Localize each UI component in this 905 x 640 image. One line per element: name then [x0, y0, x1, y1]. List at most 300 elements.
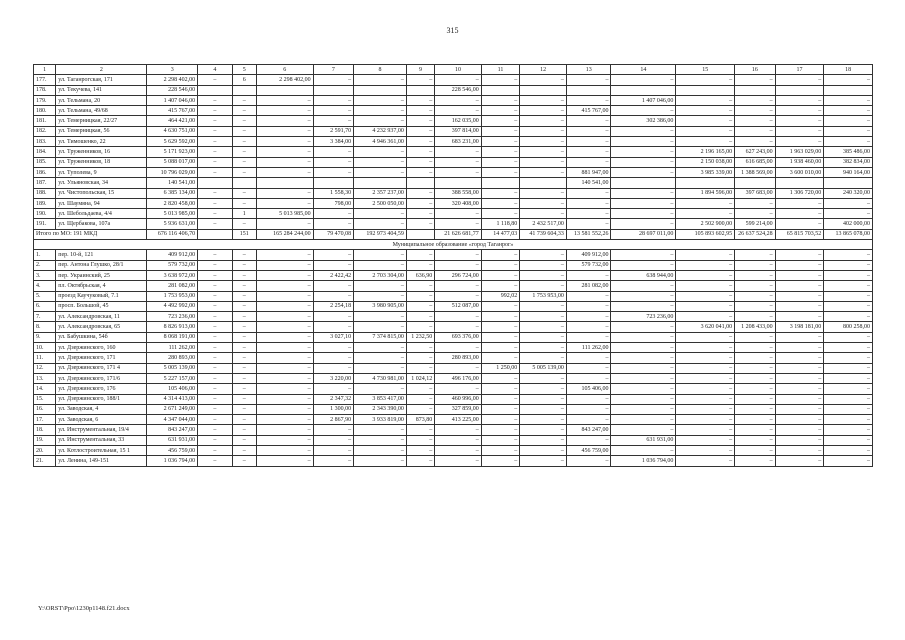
table-cell: –	[481, 188, 520, 198]
table-cell: –	[354, 116, 407, 126]
table-cell: –	[313, 291, 354, 301]
table-cell: –	[676, 404, 735, 414]
table-cell: 190.	[34, 209, 56, 219]
table-cell: –	[611, 219, 676, 229]
table-cell: –	[406, 425, 434, 435]
table-cell: 1 036 794,00	[611, 456, 676, 466]
table-cell: –	[232, 394, 256, 404]
table-cell: –	[354, 363, 407, 373]
table-cell	[406, 178, 434, 188]
table-cell: –	[354, 384, 407, 394]
table-cell: –	[232, 126, 256, 136]
table-cell: –	[481, 353, 520, 363]
table-cell: 3 853 417,00	[354, 394, 407, 404]
table-cell: 631 931,00	[611, 435, 676, 445]
table-cell: –	[676, 425, 735, 435]
table-cell: –	[775, 445, 824, 455]
table-cell: –	[354, 343, 407, 353]
table-cell: –	[256, 126, 313, 136]
table-cell: –	[354, 312, 407, 322]
table-cell	[824, 85, 873, 95]
table-cell: –	[481, 137, 520, 147]
table-row	[34, 209, 873, 219]
table-cell: –	[676, 312, 735, 322]
table-cell: –	[676, 394, 735, 404]
table-cell: –	[313, 209, 354, 219]
table-cell: –	[481, 95, 520, 105]
table-cell: –	[256, 445, 313, 455]
table-cell: –	[520, 147, 567, 157]
table-cell: –	[824, 209, 873, 219]
table-cell: –	[611, 353, 676, 363]
table-cell: –	[435, 75, 482, 85]
table-cell: –	[611, 384, 676, 394]
table-row	[34, 384, 873, 394]
table-row	[34, 147, 873, 157]
table-cell: 409 912,00	[566, 250, 611, 260]
table-cell: –	[198, 291, 232, 301]
table-cell: –	[406, 250, 434, 260]
table-cell: 3 933 819,00	[354, 415, 407, 425]
table-cell: –	[354, 167, 407, 177]
table-cell: 683 231,00	[435, 137, 482, 147]
table-cell: 402 000,00	[824, 219, 873, 229]
table-cell: 15	[676, 65, 735, 75]
table-cell: –	[354, 456, 407, 466]
table-cell: –	[313, 312, 354, 322]
table-cell: 4 730 981,00	[354, 373, 407, 383]
table-cell: –	[256, 137, 313, 147]
table-cell: –	[198, 219, 232, 229]
table-cell: 183.	[34, 137, 56, 147]
table-cell: –	[824, 435, 873, 445]
table-cell: –	[435, 435, 482, 445]
table-cell: –	[520, 425, 567, 435]
table-cell: ул. Темерницкая, 56	[56, 126, 147, 136]
table-cell: 179.	[34, 95, 56, 105]
table-cell: 228 546,00	[147, 85, 198, 95]
table-cell: –	[406, 157, 434, 167]
table-cell: 9	[406, 65, 434, 75]
table-cell: –	[354, 250, 407, 260]
table-cell: –	[611, 445, 676, 455]
table-cell: 4 492 992,00	[147, 301, 198, 311]
table-cell: –	[520, 384, 567, 394]
table-cell: ул. Дзержинского, 171/6	[56, 373, 147, 383]
table-cell: –	[611, 291, 676, 301]
table-cell: –	[232, 250, 256, 260]
table-cell: –	[775, 332, 824, 342]
table-cell: 14 477,03	[481, 229, 520, 239]
table-cell: 18.	[34, 425, 56, 435]
table-cell: 186.	[34, 167, 56, 177]
table-cell: 184.	[34, 147, 56, 157]
table-cell: –	[256, 301, 313, 311]
table-cell: 302 386,00	[611, 116, 676, 126]
table-cell: 1	[34, 65, 56, 75]
table-cell: –	[735, 363, 776, 373]
table-cell: –	[313, 445, 354, 455]
table-cell: 385 486,00	[824, 147, 873, 157]
table-cell: 5 936 631,00	[147, 219, 198, 229]
table-row	[34, 116, 873, 126]
table-cell: –	[775, 343, 824, 353]
table-cell: 3 985 339,00	[676, 167, 735, 177]
table-cell: 240 320,00	[824, 188, 873, 198]
table-cell: –	[566, 198, 611, 208]
table-cell: 4	[198, 65, 232, 75]
table-cell: 26 637 524,28	[735, 229, 776, 239]
table-cell: 2 422,42	[313, 270, 354, 280]
table-cell: –	[676, 137, 735, 147]
table-cell: –	[406, 106, 434, 116]
table-cell: –	[520, 106, 567, 116]
table-cell: –	[611, 394, 676, 404]
table-cell: –	[481, 456, 520, 466]
table-row	[34, 332, 873, 342]
table-cell: –	[520, 95, 567, 105]
table-cell: –	[824, 198, 873, 208]
table-cell: –	[406, 75, 434, 85]
table-cell: –	[198, 312, 232, 322]
table-cell: –	[566, 435, 611, 445]
table-cell: –	[481, 425, 520, 435]
table-cell: –	[406, 126, 434, 136]
table-cell: –	[735, 106, 776, 116]
table-cell: 281 082,00	[147, 281, 198, 291]
table-cell: 456 759,00	[566, 445, 611, 455]
table-cell: –	[198, 281, 232, 291]
table-cell: –	[198, 137, 232, 147]
table-cell: –	[481, 373, 520, 383]
table-cell: 464 421,00	[147, 116, 198, 126]
table-cell: –	[354, 281, 407, 291]
table-cell: –	[676, 435, 735, 445]
table-cell: –	[566, 147, 611, 157]
table-cell: 512 087,00	[435, 301, 482, 311]
table-cell: –	[735, 373, 776, 383]
table-cell: –	[611, 425, 676, 435]
table-cell: 5 171 923,00	[147, 147, 198, 157]
table-cell: –	[256, 425, 313, 435]
table-cell: ул. Дзержинского, 171 4	[56, 363, 147, 373]
table-cell: 693 376,00	[435, 332, 482, 342]
table-cell: 188.	[34, 188, 56, 198]
table-cell	[256, 178, 313, 188]
table-cell: –	[232, 260, 256, 270]
table-cell: 10	[435, 65, 482, 75]
table-cell: –	[735, 95, 776, 105]
table-cell: –	[566, 209, 611, 219]
table-cell: 151	[232, 229, 256, 239]
table-cell: 5 005 139,00	[147, 363, 198, 373]
table-cell: –	[676, 353, 735, 363]
table-cell: –	[676, 126, 735, 136]
table-cell: 8.	[34, 322, 56, 332]
table-cell: –	[566, 456, 611, 466]
table-row	[34, 260, 873, 270]
table-cell: –	[611, 106, 676, 116]
table-cell: 105 893 602,95	[676, 229, 735, 239]
table-cell: –	[354, 445, 407, 455]
table-row	[34, 250, 873, 260]
table-cell: –	[256, 435, 313, 445]
table-cell: –	[775, 435, 824, 445]
table-cell	[775, 178, 824, 188]
table-cell: 296 724,00	[435, 270, 482, 280]
table-cell: 3 198 181,00	[775, 322, 824, 332]
table-cell: –	[313, 363, 354, 373]
table-cell: –	[198, 445, 232, 455]
table-cell: –	[481, 75, 520, 85]
table-row	[34, 343, 873, 353]
table-cell: 192 973 404,59	[354, 229, 407, 239]
table-cell: –	[481, 301, 520, 311]
table-cell: –	[775, 415, 824, 425]
table-cell: –	[520, 260, 567, 270]
table-cell: 397 814,00	[435, 126, 482, 136]
table-cell: –	[735, 137, 776, 147]
table-cell: –	[566, 291, 611, 301]
table-cell: –	[735, 384, 776, 394]
table-cell: –	[481, 209, 520, 219]
table-cell: –	[775, 219, 824, 229]
table-cell: пер. 10-й, 121	[56, 250, 147, 260]
table-cell: –	[676, 332, 735, 342]
table-cell: –	[735, 260, 776, 270]
table-cell: –	[676, 281, 735, 291]
table-cell: –	[232, 456, 256, 466]
table-cell: 28 697 011,00	[611, 229, 676, 239]
table-cell: –	[198, 301, 232, 311]
table-cell: –	[435, 281, 482, 291]
table-cell: –	[354, 75, 407, 85]
table-cell: 180.	[34, 106, 56, 116]
table-cell: –	[611, 198, 676, 208]
table-cell: –	[198, 260, 232, 270]
table-cell: –	[232, 157, 256, 167]
table-cell: –	[566, 404, 611, 414]
table-cell: ул. Ленина, 149-151	[56, 456, 147, 466]
table-cell: –	[435, 250, 482, 260]
table-cell: –	[435, 147, 482, 157]
table-cell: –	[198, 157, 232, 167]
table-cell: 5.	[34, 291, 56, 301]
table-cell: 2 591,70	[313, 126, 354, 136]
table-cell: –	[354, 147, 407, 157]
table-cell: –	[735, 343, 776, 353]
table-cell: 4 232 937,00	[354, 126, 407, 136]
table-cell: 5 013 985,00	[147, 209, 198, 219]
table-cell: –	[232, 343, 256, 353]
table-cell: 3	[147, 65, 198, 75]
table-cell: –	[735, 312, 776, 322]
table-cell: просп. Большой, 45	[56, 301, 147, 311]
table-row	[34, 178, 873, 188]
table-cell: –	[198, 415, 232, 425]
table-cell: –	[520, 167, 567, 177]
table-cell: –	[824, 373, 873, 383]
table-cell: ул. Шаумяна, 94	[56, 198, 147, 208]
table-cell: –	[435, 445, 482, 455]
table-cell: –	[256, 394, 313, 404]
table-cell: 2 820 458,00	[147, 198, 198, 208]
table-cell: –	[406, 219, 434, 229]
table-cell: 2 196 165,00	[676, 147, 735, 157]
table-cell: –	[256, 116, 313, 126]
table-cell: 13.	[34, 373, 56, 383]
table-cell: 7	[313, 65, 354, 75]
table-cell: –	[676, 106, 735, 116]
table-cell: –	[232, 425, 256, 435]
table-cell: 105 406,00	[147, 384, 198, 394]
table-cell: ул. Туполева, 9	[56, 167, 147, 177]
table-cell	[256, 85, 313, 95]
table-cell: 41 739 604,33	[520, 229, 567, 239]
table-cell: –	[406, 281, 434, 291]
table-cell: –	[256, 147, 313, 157]
table-cell: –	[354, 95, 407, 105]
table-cell: –	[406, 188, 434, 198]
table-cell: –	[824, 456, 873, 466]
table-cell: –	[676, 95, 735, 105]
table-cell: –	[676, 198, 735, 208]
table-cell: –	[198, 373, 232, 383]
table-cell: –	[735, 435, 776, 445]
table-cell: 397 683,00	[735, 188, 776, 198]
table-cell: –	[232, 301, 256, 311]
table-cell: 599 214,00	[735, 219, 776, 229]
table-cell: –	[481, 332, 520, 342]
table-cell: –	[313, 435, 354, 445]
table-cell: –	[435, 95, 482, 105]
table-cell: 187.	[34, 178, 56, 188]
table-cell: –	[198, 456, 232, 466]
table-cell: –	[406, 147, 434, 157]
table-cell: –	[775, 116, 824, 126]
table-cell: –	[520, 188, 567, 198]
table-cell: –	[735, 445, 776, 455]
table-cell: –	[198, 353, 232, 363]
table-cell: 2 254,18	[313, 301, 354, 311]
table-cell: 873,80	[406, 415, 434, 425]
table-cell: –	[611, 157, 676, 167]
table-cell: 723 236,00	[611, 312, 676, 322]
table-cell: 415 767,00	[566, 106, 611, 116]
table-cell: 65 815 703,52	[775, 229, 824, 239]
table-cell: –	[566, 332, 611, 342]
table-cell: –	[354, 106, 407, 116]
table-cell: –	[735, 394, 776, 404]
table-cell: 185.	[34, 157, 56, 167]
table-cell: 3 220,00	[313, 373, 354, 383]
table-cell: 2.	[34, 260, 56, 270]
table-cell: 1 753 953,00	[147, 291, 198, 301]
table-cell	[313, 85, 354, 95]
table-cell: –	[198, 167, 232, 177]
table-cell: –	[481, 167, 520, 177]
table-cell: –	[611, 301, 676, 311]
table-cell: 2 500 050,00	[354, 198, 407, 208]
table-cell: 111 262,00	[147, 343, 198, 353]
table-cell	[198, 229, 232, 239]
table-cell	[232, 178, 256, 188]
table-cell: –	[566, 394, 611, 404]
table-cell: 5 629 592,00	[147, 137, 198, 147]
table-cell: –	[354, 425, 407, 435]
table-cell: –	[313, 343, 354, 353]
table-cell: 11	[481, 65, 520, 75]
table-cell: –	[481, 435, 520, 445]
table-cell: –	[232, 445, 256, 455]
table-cell: 1 306 720,00	[775, 188, 824, 198]
table-cell: –	[481, 198, 520, 208]
table-cell: 3 638 972,00	[147, 270, 198, 280]
table-cell: 111 262,00	[566, 343, 611, 353]
table-cell: –	[406, 343, 434, 353]
table-row	[34, 435, 873, 445]
table-row	[34, 312, 873, 322]
table-cell: 413 225,00	[435, 415, 482, 425]
table-cell	[566, 85, 611, 95]
table-cell: –	[354, 322, 407, 332]
table-cell: 4 946 361,00	[354, 137, 407, 147]
table-cell: 2 671 249,00	[147, 404, 198, 414]
table-cell: –	[435, 167, 482, 177]
table-cell: –	[256, 363, 313, 373]
table-cell: –	[198, 322, 232, 332]
table-cell: –	[232, 137, 256, 147]
table-cell: –	[824, 425, 873, 435]
table-cell: –	[735, 116, 776, 126]
table-cell: –	[824, 75, 873, 85]
table-cell: –	[735, 404, 776, 414]
table-cell: 189.	[34, 198, 56, 208]
table-cell: –	[735, 281, 776, 291]
table-row	[34, 291, 873, 301]
table-cell	[354, 178, 407, 188]
table-cell: 579 732,00	[147, 260, 198, 270]
table-cell: –	[824, 312, 873, 322]
table-cell: –	[735, 301, 776, 311]
table-cell: –	[676, 209, 735, 219]
table-cell: 1 753 953,00	[520, 291, 567, 301]
table-cell: –	[481, 260, 520, 270]
table-cell: –	[775, 353, 824, 363]
table-cell: –	[735, 353, 776, 363]
table-cell: –	[775, 209, 824, 219]
table-cell: ул. Темерницкая, 22/27	[56, 116, 147, 126]
table-cell	[611, 85, 676, 95]
table-cell: –	[775, 384, 824, 394]
table-cell: –	[256, 188, 313, 198]
table-cell: –	[824, 281, 873, 291]
table-cell: –	[198, 425, 232, 435]
table-cell: –	[354, 157, 407, 167]
table-cell: –	[775, 363, 824, 373]
table-cell: –	[232, 435, 256, 445]
table-cell: –	[520, 281, 567, 291]
table-cell: ул. Александровская, 65	[56, 322, 147, 332]
header-row	[34, 65, 873, 75]
table-cell: –	[256, 281, 313, 291]
table-cell: –	[256, 198, 313, 208]
table-cell: 409 912,00	[147, 250, 198, 260]
table-cell: 5	[232, 65, 256, 75]
table-cell: –	[824, 353, 873, 363]
table-cell: –	[435, 260, 482, 270]
table-cell: 20.	[34, 445, 56, 455]
